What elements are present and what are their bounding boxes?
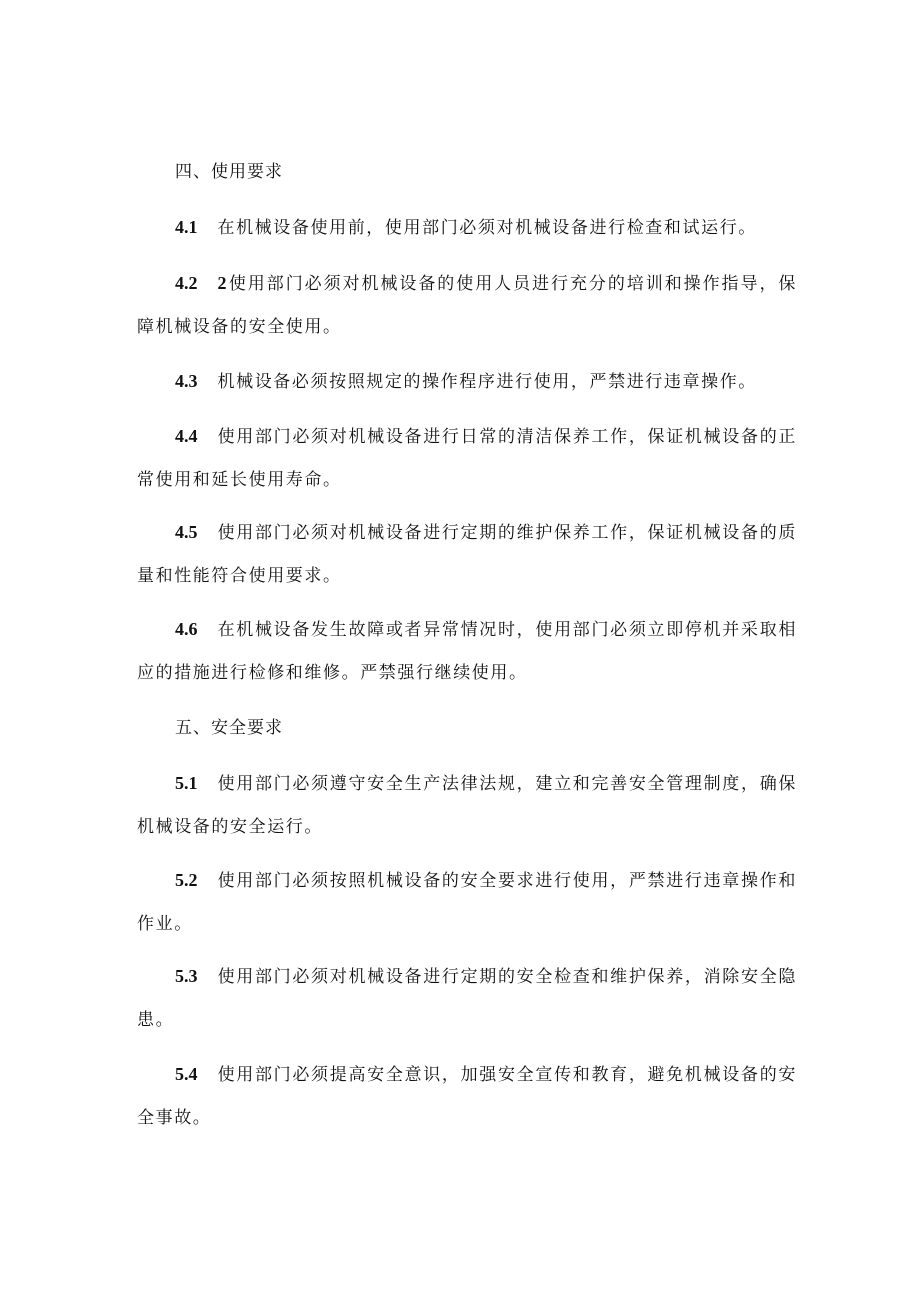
clause-subnumber: 2: [217, 273, 227, 293]
clause-number: 5.1: [175, 773, 198, 793]
clause-text: 使用部门必须对机械设备的使用人员进行充分的培训和操作指导，保障机械设备的安全使用。: [137, 274, 797, 337]
clause-4-5: [137, 511, 797, 598]
clause-5-1: [137, 762, 797, 849]
clause-number: 4.1: [175, 217, 198, 237]
clause-4-6: [137, 608, 797, 695]
clause-5-4: [137, 1053, 797, 1140]
clause-text: 在机械设备使用前，使用部门必须对机械设备进行检查和试运行。: [217, 218, 757, 238]
clause-number: 5.3: [175, 966, 198, 986]
clause-text: 使用部门必须对机械设备进行定期的安全检查和维护保养，消除安全隐患。: [137, 967, 797, 1030]
clause-text: 在机械设备发生故障或者异常情况时，使用部门必须立即停机并采取相应的措施进行检修和维修。严禁强行继续使用。: [137, 620, 797, 683]
clause-4-2: [137, 262, 797, 349]
clause-number: 4.3: [175, 371, 198, 391]
clause-text: 机械设备必须按照规定的操作程序进行使用，严禁进行违章操作。: [217, 372, 757, 392]
section-heading-use-requirements: 四、使用要求: [175, 162, 283, 182]
clause-text: 使用部门必须对机械设备进行日常的清洁保养工作，保证机械设备的正常使用和延长使用寿命。: [137, 427, 797, 490]
clause-4-1: [137, 206, 797, 250]
clause-text: 使用部门必须提高安全意识，加强安全宣传和教育，避免机械设备的安全事故。: [137, 1065, 797, 1128]
section-heading-safety-requirements: 五、安全要求: [175, 718, 283, 738]
clause-number: 5.2: [175, 870, 198, 890]
clause-5-2: [137, 859, 797, 946]
clause-number: 4.6: [175, 619, 198, 639]
clause-4-4: [137, 415, 797, 502]
clause-4-3: [137, 360, 797, 404]
clause-number: 4.4: [175, 426, 198, 446]
clause-text: 使用部门必须遵守安全生产法律法规，建立和完善安全管理制度，确保机械设备的安全运行。: [137, 774, 797, 837]
clause-number: 5.4: [175, 1064, 198, 1084]
clause-text: 使用部门必须按照机械设备的安全要求进行使用，严禁进行违章操作和作业。: [137, 871, 797, 934]
clause-5-3: [137, 955, 797, 1042]
clause-text: 使用部门必须对机械设备进行定期的维护保养工作，保证机械设备的质量和性能符合使用要求。: [137, 523, 797, 586]
clause-number: 4.5: [175, 522, 198, 542]
clause-number: 4.2: [175, 273, 198, 293]
